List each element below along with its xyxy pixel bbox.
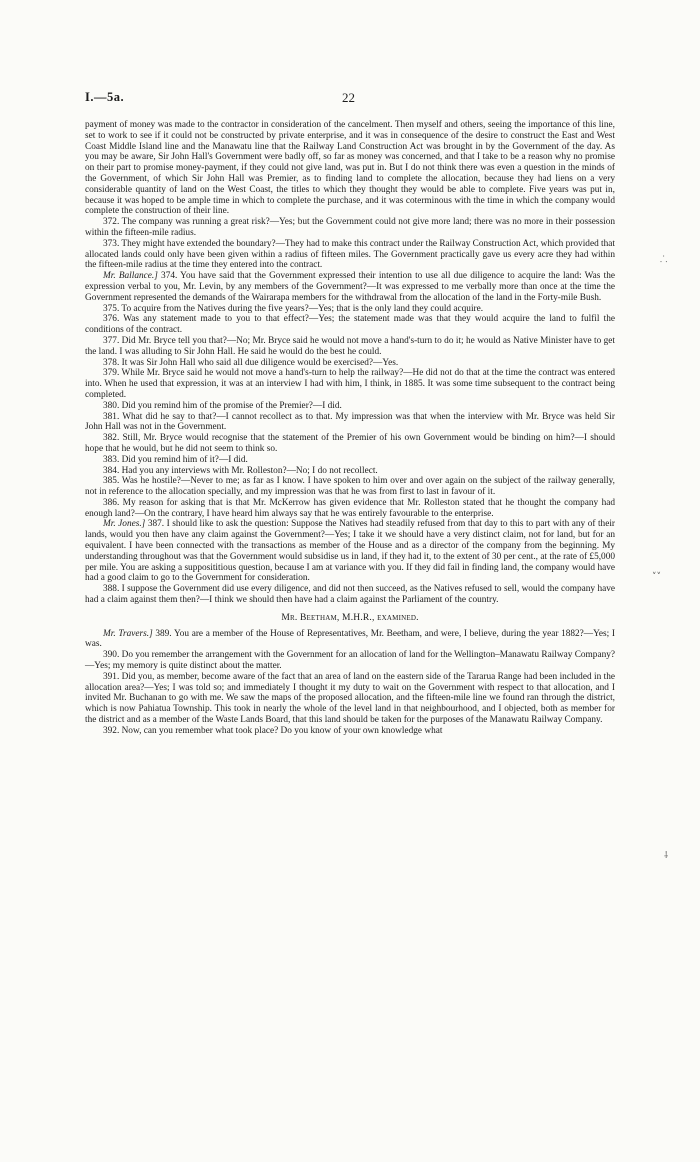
paragraph: 379. While Mr. Bryce said he would not move a hand's-turn to help the railway?—He did not do that at the time the contract was entered into. When he used that expression, it was at an interview I had with him, I think, in 1885. It was some time subsequent to the contract being completed. — [85, 368, 615, 400]
paragraph: 382. Still, Mr. Bryce would recognise that the statement of the Premier of his own Government would be binding on him?—I should hope that he would, but he did not seem to think so. — [85, 433, 615, 454]
paragraph — [85, 519, 615, 584]
paragraph: 376. Was any statement made to you to that effect?—Yes; the statement made was that they would acquire the land to fulfil the conditions of the contract. — [85, 314, 615, 336]
page-number: 22 — [342, 90, 355, 105]
paragraph: 378. It was Sir John Hall who said all due diligence would be exercised?—Yes. — [103, 357, 399, 368]
speaker-label: Mr. Ballance.] — [103, 271, 158, 282]
paragraph: payment of money was made to the contractor in consideration of the cancelment. Then myself and others, seeing the importance of this line, set to work to see if it could not be constructed by private enterprise, and it was in consequence of the desire to construct the East and West Coast Middle Island line and the Manawatu line that the Railway Land Construction Act was brought in by the Government of the day. As you may be aware, Sir John Hall's Government were badly off, so far as money was concerned, and that I take to be a reason why no promise on their part to promise money-payment, if they could not give land, was put in. But I do not think there was even a question in the minds of the Government, of which Sir John Hall was Premier, as to finding land to complete the allocation, because they had liens on a very considerable quantity of land on the West Coast, the titles to which they thought they would be able to complete. Five years was put in, because it was hoped to be ample time in which to complete the purchase, and it was coterminous with the time in which the company would complete the construction of their line. — [85, 120, 615, 217]
paragraph: 391. Did you, as member, become aware of the fact that an area of land on the eastern side of the Tararua Range had been included in the allocation area?—Yes; I was told so; and immediately I thought it my duty to wait on the Government with respect to that allocation, and I invited Mr. Buchanan to go with me. We saw the maps of the proposed allocation, and the fifteen-mile line we found ran through the district, which is now Pahiatua Township. This took in nearly the whole of the level land in that neighbourhood, and I objected, both as member for the district and as a member of the Waste Lands Board, that this land should be taken for the purposes of the Manawatu Railway Company. — [85, 671, 615, 726]
page-header — [85, 90, 615, 106]
paragraph: 384. Had you any interviews with Mr. Rolleston?—No; I do not recollect. — [103, 465, 378, 476]
speaker-label: Mr. Travers.] — [103, 628, 153, 639]
paragraph: 372. The company was running a great risk?—Yes; but the Government could not give more land; there was no more in their possession within the fifteen-mile radius. — [85, 217, 615, 238]
paragraph-text: 387. I should like to ask the question: Suppose the Natives had steadily refused from that day to this to part with any of their lands, would you then have any claim against the Government?—Yes; I take it we should have a very distinct claim, not for land, but for an equivalent. I have been connected with the transactions as member of the House and as a director of the company from the beginning. My understanding throughout was that the Government would subsidise us in land, if they had it, to the extent of 30 per cent., at the rate of £5,000 per mile. You are asking a supposititious question, because I am at variance with you. If they did fail in finding land, the company would have had a good claim to go to the Government for consideration. — [85, 519, 616, 584]
paragraph: 388. I suppose the Government did use every diligence, and did not then succeed, as the Natives refused to sell, would the company have had a claim against them then?—I think we should then have had a claim against the Parliament of the country. — [85, 584, 615, 606]
paragraph: 381. What did he say to that?—I cannot recollect as to that. My impression was that when the interview with Mr. Bryce was held Sir John Hall was not in the Government. — [85, 411, 615, 433]
document-body — [85, 120, 615, 737]
paragraph: 390. Do you remember the arrangement with the Government for an allocation of land for the Wellington–Manawatu Railway Company?—Yes; my memory is quite distinct about the matter. — [85, 650, 615, 672]
paragraph — [85, 271, 615, 303]
speaker-label: Mr. Jones.] — [103, 519, 146, 530]
section-heading: Mr. Beetham, M.H.R., examined. — [281, 612, 419, 623]
paragraph-text: 374. You have said that the Government expressed their intention to use all due diligence to acquire the land: Was the expression verbal to you, Mr. Levin, by any members of the Government?—It was expressed to me verbally more than once at the time the Government represented the demands of the Wairarapa members for the withdrawal from the allocation of the land in the Forty-mile Bush. — [85, 271, 615, 303]
paragraph-text: 389. You are a member of the House of Representatives, Mr. Beetham, and were, I believe, during the year 1882?—Yes; I was. — [85, 628, 615, 650]
paragraph: 373. They might have extended the boundary?—They had to make this contract under the Railway Construction Act, which provided that allocated lands could only have been given within a radius of fifteen miles. The Government practically gave us every acre they had within the fifteen-mile radius at the time they entered into the contract. — [85, 238, 615, 271]
paragraph: 380. Did you remind him of the promise of the Premier?—I did. — [103, 400, 342, 411]
paragraph: 377. Did Mr. Bryce tell you that?—No; Mr. Bryce said he would not move a hand's-turn to do it; he would as Native Minister have to get the land. I was alluding to Sir John Hall. He said he would do the best he could. — [85, 335, 615, 357]
paragraph: 386. My reason for asking that is that Mr. McKerrow has given evidence that Mr. Rolleston stated that he thought the company had enough land?—On the contrary, I have heard him always say that he was entirely favourable to the enterprise. — [85, 497, 615, 519]
paragraph: 383. Did you remind him of it?—I did. — [103, 454, 248, 465]
margin-mark-icon: ⸸ — [664, 851, 669, 861]
margin-mark-icon: ⸫ — [660, 255, 668, 265]
paragraph: 392. Now, can you remember what took place? Do you know of your own knowledge what — [103, 725, 443, 736]
paragraph: 385. Was he hostile?—Never to me; as far as I know. I have spoken to him over and over again on the subject of the railway generally, not in reference to the allocation specially, and my impression was that he was from first to last in favour of it. — [85, 476, 615, 498]
document-reference: I.—5a. — [85, 90, 125, 104]
paragraph — [85, 629, 615, 651]
margin-mark-icon: ˅˅ — [652, 572, 661, 582]
paragraph: 375. To acquire from the Natives during the five years?—Yes; that is the only land they could acquire. — [103, 303, 484, 314]
